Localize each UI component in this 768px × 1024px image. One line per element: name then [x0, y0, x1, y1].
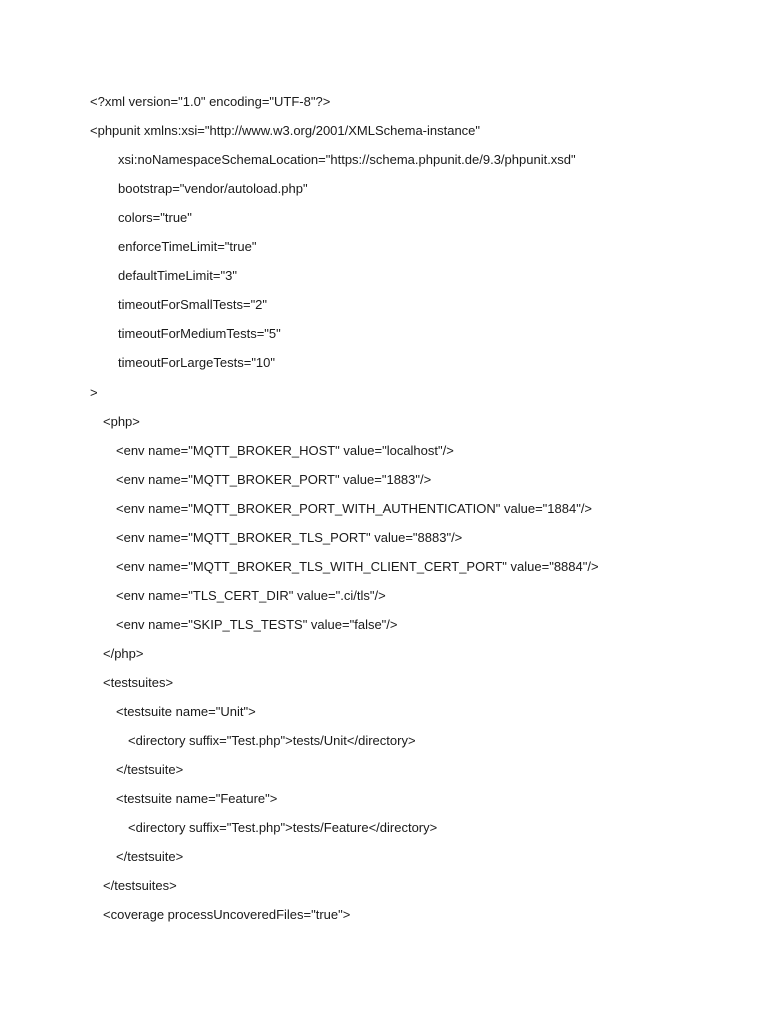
document-line: bootstrap="vendor/autoload.php": [118, 181, 308, 196]
document-line: </testsuite>: [116, 849, 184, 864]
document-line: <testsuite name="Unit">: [116, 704, 256, 719]
document-line: <coverage processUncoveredFiles="true">: [103, 907, 351, 922]
document-line: <env name="MQTT_BROKER_HOST" value="localhost"/>: [116, 443, 454, 458]
document-line: </testsuite>: [116, 762, 184, 777]
document-line: timeoutForMediumTests="5": [118, 326, 281, 341]
document-line: <php>: [103, 414, 140, 429]
document-line: defaultTimeLimit="3": [118, 268, 237, 283]
document-line: <env name="MQTT_BROKER_PORT" value="1883"/>: [116, 472, 432, 487]
document-line: timeoutForLargeTests="10": [118, 355, 276, 370]
document-line: <env name="MQTT_BROKER_TLS_WITH_CLIENT_CERT_PORT" value="8884"/>: [116, 559, 599, 574]
document-line: <directory suffix="Test.php">tests/Unit</directory>: [128, 733, 416, 748]
document-line: <env name="TLS_CERT_DIR" value=".ci/tls"/>: [116, 588, 386, 603]
document-line: colors="true": [118, 210, 192, 225]
document-line: <env name="SKIP_TLS_TESTS" value="false"/>: [116, 617, 398, 632]
document-line: <testsuite name="Feature">: [116, 791, 278, 806]
document-line: timeoutForSmallTests="2": [118, 297, 268, 312]
document-line: xsi:noNamespaceSchemaLocation="https://schema.phpunit.de/9.3/phpunit.xsd": [118, 152, 576, 167]
document-line: <phpunit xmlns:xsi="http://www.w3.org/2001/XMLSchema-instance": [90, 123, 481, 138]
document-line: enforceTimeLimit="true": [118, 239, 257, 254]
document-line: </testsuites>: [103, 878, 177, 893]
document-line: <?xml version="1.0" encoding="UTF-8"?>: [90, 94, 331, 109]
document-line: >: [90, 385, 98, 400]
document-line: <directory suffix="Test.php">tests/Feature</directory>: [128, 820, 438, 835]
document-line: <env name="MQTT_BROKER_TLS_PORT" value="8883"/>: [116, 530, 463, 545]
document-line: <testsuites>: [103, 675, 174, 690]
document-line: <env name="MQTT_BROKER_PORT_WITH_AUTHENTICATION" value="1884"/>: [116, 501, 593, 516]
document-line: </php>: [103, 646, 144, 661]
